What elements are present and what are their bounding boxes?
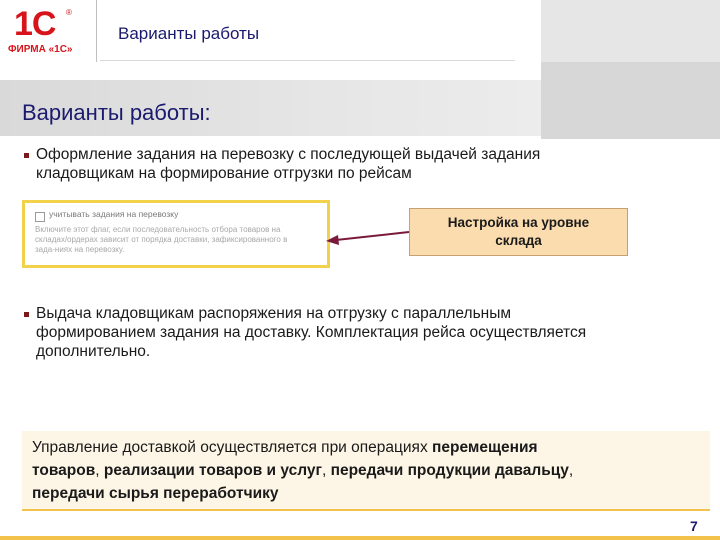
note-text <box>32 436 573 505</box>
bullet-2-line-1: Выдача кладовщикам распоряжения на отгрузку с параллельным <box>36 305 512 322</box>
logo-mark: 1С <box>14 5 56 43</box>
bullet-2-text <box>36 304 586 361</box>
excerpt-line-3: зада-ниях на перевозку. <box>35 245 125 254</box>
callout-box <box>409 208 628 256</box>
page-number: 7 <box>690 518 698 534</box>
note-text-plain: Управление доставкой осуществляется при операциях <box>32 439 433 456</box>
bullet-2-line-3: дополнительно. <box>36 343 151 360</box>
note-text-bold: передачи сырья переработчику <box>32 485 279 502</box>
callout-line-2: склада <box>495 233 542 248</box>
note-text-plain: , <box>321 462 331 479</box>
bullet-1-line-1: Оформление задания на перевозку с последующей выдачей задания <box>36 146 541 163</box>
note-line-2 <box>32 459 573 482</box>
logo-registered: ® <box>66 8 72 17</box>
footer-line <box>0 536 720 540</box>
logo-text: ФИРМА «1С» <box>8 44 73 55</box>
bullet-2-line-2: формированием задания на доставку. Комплектация рейса осуществляется <box>36 324 587 341</box>
note-text-bold: реализации товаров и услуг <box>103 462 322 479</box>
note-text-bold: перемещения <box>432 439 538 456</box>
bullet-marker <box>24 312 29 317</box>
note-text-bold: передачи продукции давальцу <box>330 462 569 479</box>
header-title: Варианты работы <box>118 24 260 43</box>
note-text-plain: , <box>95 462 104 479</box>
excerpt-line-1: Включите этот флаг, если последовательность отбора товаров на <box>35 225 281 234</box>
note-text-plain: , <box>568 462 574 479</box>
excerpt-line-2: складах/ордерах зависит от порядка доставки, зафиксированного в <box>35 235 288 244</box>
note-line-1 <box>32 436 573 459</box>
note-line-3 <box>32 482 573 505</box>
callout-line-1: Настройка на уровне <box>447 215 590 230</box>
section-title: Варианты работы: <box>22 100 211 125</box>
bullet-1-line-2: кладовщикам на формирование отгрузки по рейсам <box>36 165 412 182</box>
note-text-bold: товаров <box>32 462 96 479</box>
excerpt-checkbox-label: учитывать задания на перевозку <box>49 209 179 219</box>
